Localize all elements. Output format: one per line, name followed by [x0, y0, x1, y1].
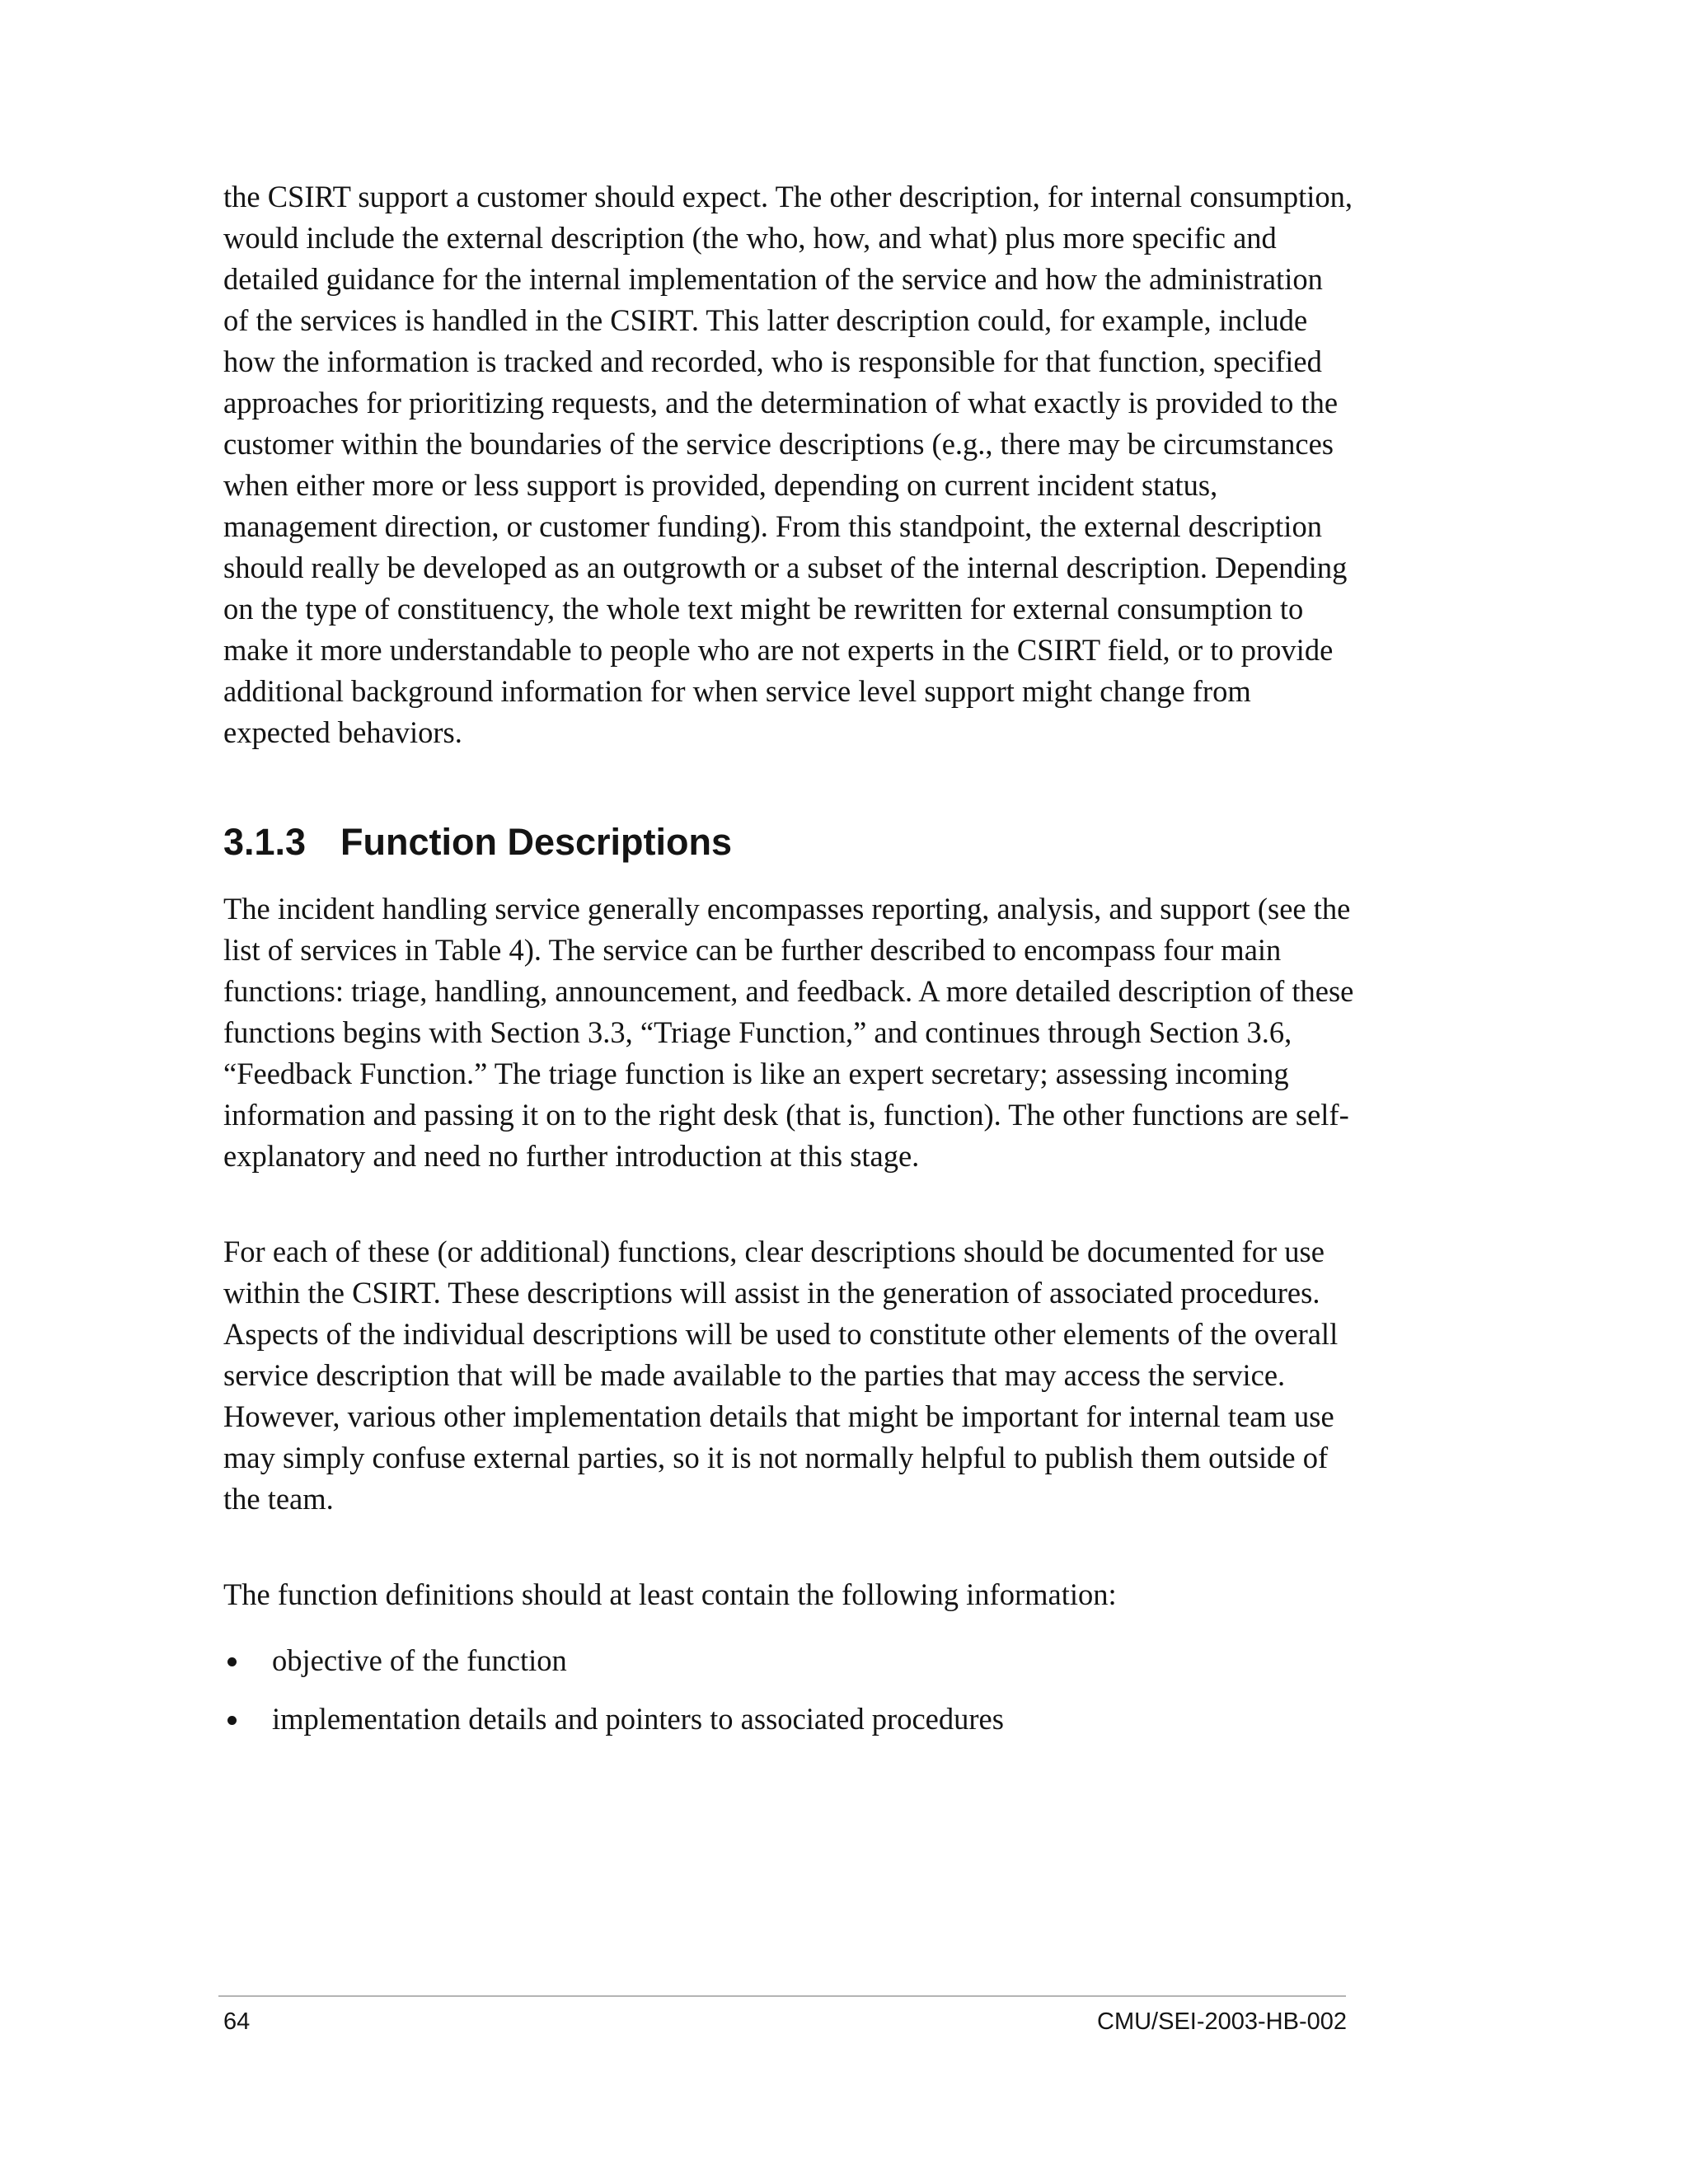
text-line: the CSIRT support a customer should expect. The other description, for internal consumption,	[223, 180, 1353, 213]
text-line: For each of these (or additional) functions, clear descriptions should be documented for use	[223, 1235, 1325, 1268]
text-line: explanatory and need no further introduction at this stage.	[223, 1139, 920, 1173]
text-line: detailed guidance for the internal implementation of the service and how the administration	[223, 262, 1323, 296]
text-line: management direction, or customer funding). From this standpoint, the external description	[223, 509, 1322, 543]
text-line: within the CSIRT. These descriptions will assist in the generation of associated procedures.	[223, 1276, 1320, 1310]
text-line: service description that will be made available to the parties that may access the service.	[223, 1358, 1286, 1392]
text-line: The function definitions should at least contain the following information:	[223, 1577, 1117, 1611]
text-line: make it more understandable to people who are not experts in the CSIRT field, or to provide	[223, 633, 1334, 667]
text-line: Aspects of the individual descriptions will be used to constitute other elements of the overall	[223, 1317, 1339, 1351]
text-line: expected behaviors.	[223, 715, 462, 749]
text-line: list of services in Table 4). The service can be further described to encompass four main	[223, 933, 1282, 967]
text-line: on the type of constituency, the whole text might be rewritten for external consumption to	[223, 592, 1304, 626]
section-heading	[223, 818, 732, 867]
section-title: Function Descriptions	[340, 821, 733, 863]
text-line: functions: triage, handling, announcement, and feedback. A more detailed description of these	[223, 974, 1354, 1008]
text-line: how the information is tracked and recorded, who is responsible for that function, specified	[223, 344, 1322, 378]
text-line: However, various other implementation details that might be important for internal team use	[223, 1399, 1334, 1433]
text-line: the team.	[223, 1482, 334, 1516]
list-item-text: implementation details and pointers to associated procedures	[272, 1702, 1004, 1736]
page-number: 64	[223, 2008, 251, 2035]
text-line: information and passing it on to the right desk (that is, function). The other functions are self-	[223, 1098, 1349, 1132]
list-item	[223, 1640, 1377, 1681]
list-item-text: objective of the function	[272, 1643, 567, 1677]
text-line: would include the external description (the who, how, and what) plus more specific and	[223, 221, 1277, 255]
text-line: when either more or less support is provided, depending on current incident status,	[223, 468, 1218, 502]
list-item	[223, 1699, 1377, 1740]
text-line: should really be developed as an outgrowth or a subset of the internal description. Depending	[223, 551, 1348, 584]
document-id: CMU/SEI-2003-HB-002	[1097, 2008, 1347, 2035]
text-line: of the services is handled in the CSIRT. This latter description could, for example, include	[223, 303, 1308, 337]
section-number: 3.1.3	[223, 821, 307, 863]
footer-divider	[218, 1995, 1346, 1997]
text-line: “Feedback Function.” The triage function is like an expert secretary; assessing incoming	[223, 1057, 1289, 1090]
bullet-icon	[227, 1716, 237, 1725]
text-line: additional background information for when service level support might change from	[223, 674, 1251, 708]
text-line: customer within the boundaries of the service descriptions (e.g., there may be circumstances	[223, 427, 1334, 461]
text-line: The incident handling service generally encompasses reporting, analysis, and support (see the	[223, 892, 1351, 926]
text-line: functions begins with Section 3.3, “Triage Function,” and continues through Section 3.6,	[223, 1015, 1292, 1049]
bullet-icon	[227, 1657, 237, 1666]
text-line: may simply confuse external parties, so it is not normally helpful to publish them outside of	[223, 1441, 1329, 1474]
text-line: approaches for prioritizing requests, and the determination of what exactly is provided to the	[223, 386, 1339, 419]
